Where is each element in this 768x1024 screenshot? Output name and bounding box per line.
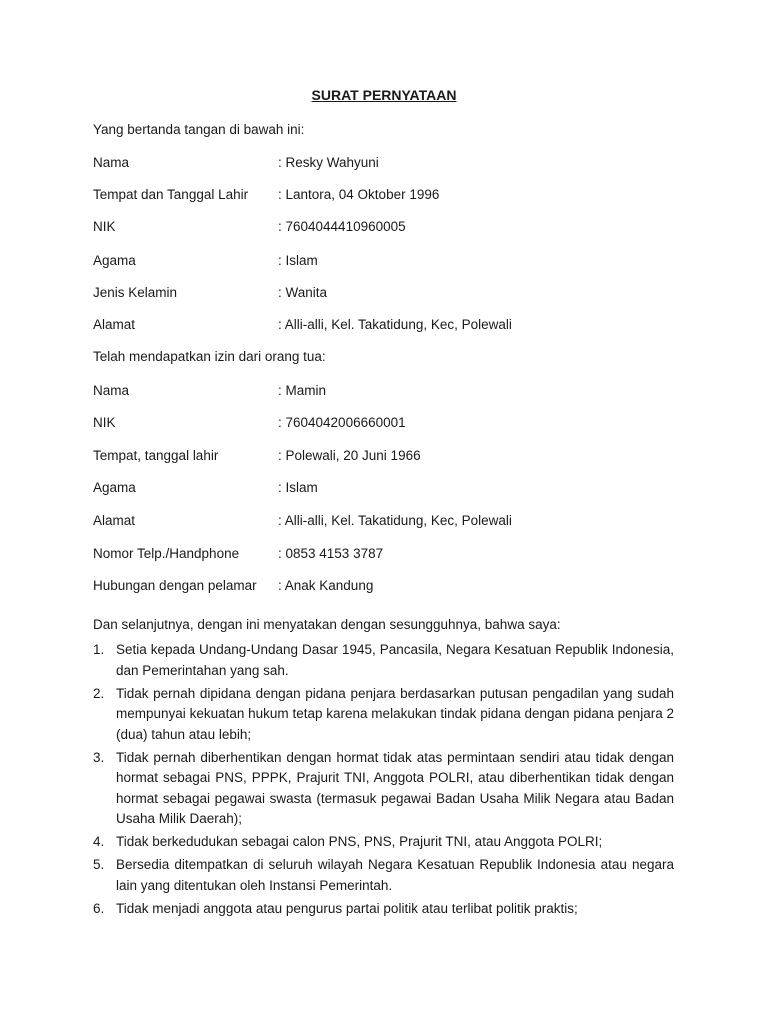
list-text: Bersedia ditempatkan di seluruh wilayah Negara Kesatuan Republik Indonesia atau negara lain yang ditentukan oleh Instansi Pemerintah. — [116, 857, 674, 893]
list-item — [93, 640, 674, 681]
field-value: : Islam — [278, 253, 318, 268]
field-value: : Alli-alli, Kel. Takatidung, Kec, Polewali — [278, 317, 512, 332]
list-item — [93, 855, 674, 896]
list-number: 2. — [93, 685, 105, 701]
field-value: : Resky Wahyuni — [278, 155, 379, 170]
field-label: Tempat, tanggal lahir — [93, 448, 219, 463]
field-label: NIK — [93, 415, 116, 430]
field-label: Tempat dan Tanggal Lahir — [93, 187, 249, 202]
field-label: Hubungan dengan pelamar — [93, 578, 257, 593]
list-text: Tidak berkedudukan sebagai calon PNS, PNS, Prajurit TNI, atau Anggota POLRI; — [116, 834, 603, 849]
field-value: : Anak Kandung — [278, 578, 374, 593]
list-item — [93, 684, 674, 746]
field-value: : 0853 4153 3787 — [278, 546, 384, 561]
statement-list — [93, 640, 674, 922]
list-number: 6. — [93, 900, 105, 916]
field-label: NIK — [93, 219, 116, 234]
intro-text: Yang bertanda tangan di bawah ini: — [93, 122, 305, 137]
field-value: : 7604044410960005 — [278, 219, 406, 234]
list-number: 4. — [93, 834, 105, 849]
field-label: Agama — [93, 253, 136, 268]
list-number: 3. — [93, 749, 105, 765]
field-value: : Lantora, 04 Oktober 1996 — [278, 187, 440, 202]
list-text: Setia kepada Undang-Undang Dasar 1945, Pancasila, Negara Kesatuan Republik Indonesia, dan Pemerintahan yang sah. — [116, 642, 674, 678]
parent-intro-text: Telah mendapatkan izin dari orang tua: — [93, 349, 326, 364]
field-label: Alamat — [93, 317, 136, 332]
list-text: Tidak pernah dipidana dengan pidana penjara berdasarkan putusan pengadilan yang sudah mempunyai kekuatan hukum tetap karena melakukan tindak pidana dengan pidana penjara 2 (dua) tahun atau lebih; — [116, 685, 674, 742]
list-number: 5. — [93, 857, 105, 872]
list-item — [93, 748, 674, 830]
field-label: Nama — [93, 383, 130, 398]
list-text: Tidak pernah diberhentikan dengan hormat tidak atas permintaan sendiri atau tidak dengan hormat sebagai PNS, PPPK, Prajurit TNI, Anggota POLRI, atau diberhentikan tidak dengan hormat sebagai pegawai swasta (termasuk pegawai Badan Usaha Milik Negara atau Badan Usaha Milik Daerah); — [116, 749, 674, 826]
field-label: Nama — [93, 155, 130, 170]
field-label: Agama — [93, 480, 136, 495]
field-value: : Islam — [278, 480, 318, 495]
list-text: Tidak menjadi anggota atau pengurus partai politik atau terlibat politik praktis; — [116, 900, 578, 916]
list-item — [93, 899, 674, 920]
field-label: Jenis Kelamin — [93, 285, 178, 300]
document-title: SURAT PERNYATAAN — [311, 87, 457, 103]
field-value: : Alli-alli, Kel. Takatidung, Kec, Polewali — [278, 513, 512, 528]
list-item — [93, 832, 674, 853]
field-value: : Wanita — [278, 285, 328, 300]
field-label: Alamat — [93, 513, 136, 528]
statement-intro-text: Dan selanjutnya, dengan ini menyatakan dengan sesungguhnya, bahwa saya: — [93, 617, 561, 632]
field-label: Nomor Telp./Handphone — [93, 546, 240, 561]
field-value: : Polewali, 20 Juni 1966 — [278, 448, 421, 463]
field-value: : 7604042006660001 — [278, 415, 406, 430]
field-value: : Mamin — [278, 383, 327, 398]
list-number: 1. — [93, 642, 105, 657]
